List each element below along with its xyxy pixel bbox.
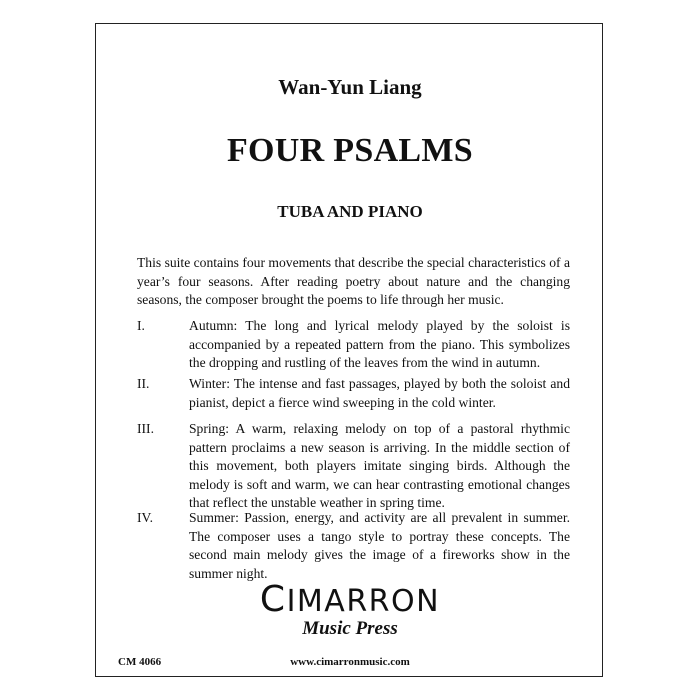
page-title: FOUR PSALMS (226, 132, 474, 169)
movement-numeral: II. (137, 376, 150, 391)
movement-numeral: III. (137, 421, 154, 436)
publisher-website: www.cimarronmusic.com (290, 656, 410, 668)
movement-description: Winter: The intense and fast passages, played by both the soloist and pianist, depict a fierce wind sweeping in the cold winter. (189, 376, 570, 410)
publisher-logo-subtitle: Music Press (302, 618, 398, 639)
movement-item (137, 317, 570, 373)
movement-description: Summer: Passion, energy, and activity are all prevalent in summer. The composer uses a tango style to portray these concepts. The second main melody gives the image of a fireworks show in the summer night. (189, 510, 570, 581)
movement-description: Spring: A warm, relaxing melody on top of a pastoral rhythmic pattern proclaims a new season is arriving. In the middle section of this movement, both players imitate singing birds. Although the melody is soft and warm, we can hear contrasting emotional changes that reflect the unstable weather in spring time. (189, 421, 570, 510)
composer-name: Wan-Yun Liang (278, 75, 422, 99)
publisher-logo (0, 579, 700, 639)
publisher-logo-initial: C (259, 579, 287, 620)
movement-item (137, 375, 570, 412)
catalog-number: CM 4066 (118, 656, 162, 668)
movement-item (137, 420, 570, 513)
movement-numeral: I. (137, 318, 145, 333)
publisher-logo-rest: IMARRON (286, 584, 441, 619)
instrumentation: TUBA AND PIANO (277, 202, 423, 221)
intro-paragraph: This suite contains four movements that describe the special characteristics of a year’s four seasons. After reading poetry about nature and the changing seasons, the composer brought the poems to life through her music. (137, 255, 570, 307)
movement-item (137, 509, 570, 583)
movement-numeral: IV. (137, 510, 153, 525)
movement-description: Autumn: The long and lyrical melody played by the soloist is accompanied by a repeated pattern from the piano. This symbolizes the dropping and rustling of the leaves from the wind in autumn. (189, 318, 570, 370)
publisher-logo-name (0, 579, 700, 620)
